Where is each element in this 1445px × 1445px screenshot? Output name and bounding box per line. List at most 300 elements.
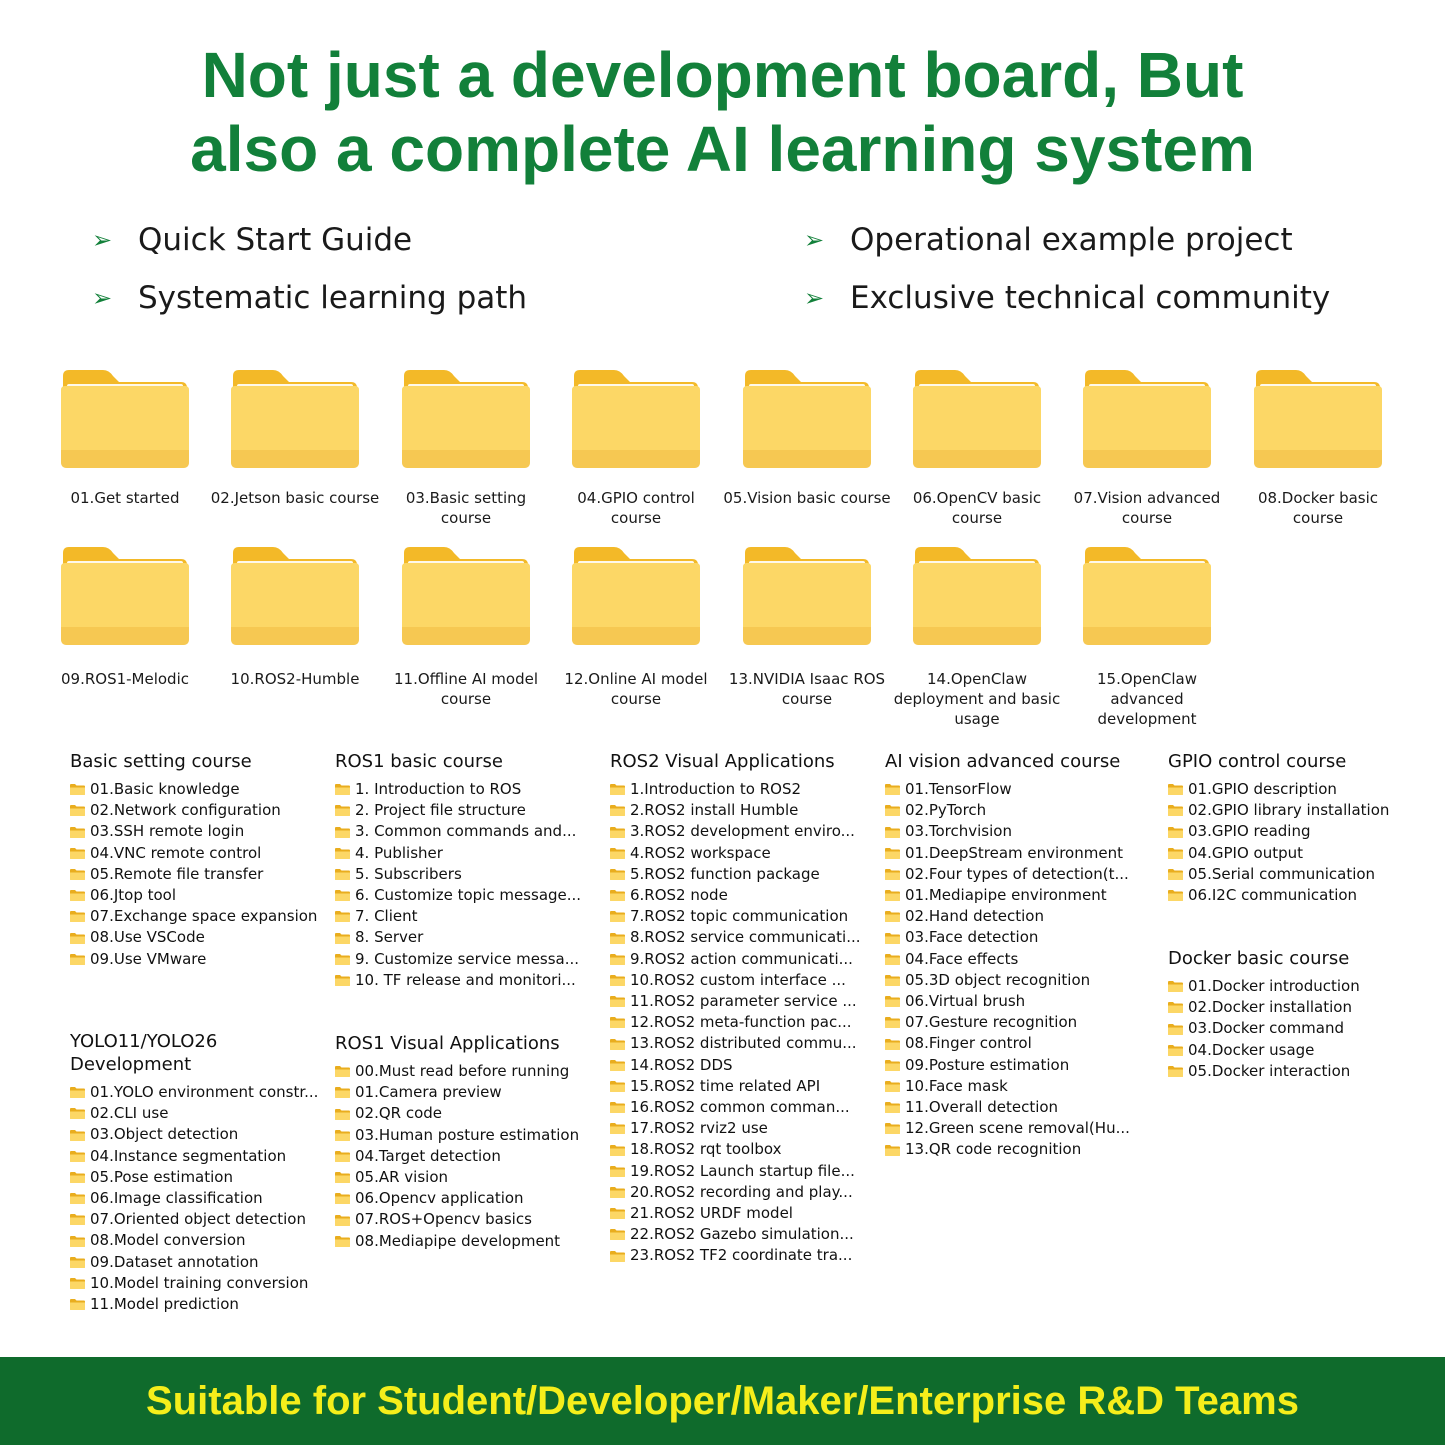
folder-icon <box>70 911 90 922</box>
list-item[interactable] <box>1168 864 1428 885</box>
folder-icon <box>70 1151 90 1162</box>
folder-icon <box>335 1236 355 1247</box>
list-item[interactable] <box>610 885 875 906</box>
list-item[interactable] <box>610 1224 875 1245</box>
folder-icon <box>70 848 90 859</box>
folder-icon <box>335 911 355 922</box>
list-item-label: 01.GPIO description <box>1188 780 1337 798</box>
list-item[interactable] <box>610 800 875 821</box>
folder-icon <box>885 975 905 986</box>
list-item[interactable] <box>885 1118 1155 1139</box>
folder-icon <box>610 1187 630 1198</box>
list-item[interactable] <box>70 885 320 906</box>
section-title: GPIO control course <box>1168 751 1347 772</box>
list-item-label: 02.PyTorch <box>905 801 987 820</box>
section-list <box>885 779 1155 1161</box>
list-item[interactable] <box>335 800 595 821</box>
folder-icon <box>610 1251 630 1262</box>
list-item[interactable] <box>335 1167 595 1188</box>
list-item-label: 01.Docker introduction <box>1188 977 1360 995</box>
folder-item[interactable] <box>210 543 380 689</box>
folder-icon <box>885 996 905 1007</box>
list-item[interactable] <box>70 779 320 800</box>
headline-line-1: Not just a development board, But <box>201 39 1244 111</box>
section-list <box>610 779 875 1267</box>
list-item-label: 00.Must read before running <box>355 1062 570 1080</box>
list-item[interactable] <box>610 1033 875 1054</box>
folder-icon <box>885 805 905 816</box>
section-title: YOLO11/YOLO26 Development <box>70 1031 218 1075</box>
list-item[interactable] <box>885 885 1155 906</box>
list-item-label: 03.GPIO reading <box>1188 822 1311 841</box>
list-item[interactable] <box>610 906 875 927</box>
feature-label: Operational example project <box>850 222 1293 258</box>
list-item[interactable] <box>70 1252 325 1273</box>
folder-icon <box>335 933 355 944</box>
folder-icon <box>1168 827 1188 838</box>
feature-label: Systematic learning path <box>138 280 528 316</box>
list-item[interactable] <box>335 885 595 906</box>
arrow-icon: ➢ <box>92 284 113 312</box>
folder-item[interactable] <box>210 366 380 508</box>
list-item-label: 3. Common commands and... <box>355 822 577 841</box>
folder-icon <box>1252 366 1384 470</box>
list-item[interactable] <box>885 927 1155 948</box>
list-item[interactable] <box>70 927 320 948</box>
list-item-label: 12.ROS2 meta-function pac... <box>630 1013 852 1032</box>
folder-icon <box>59 543 191 647</box>
folder-label: 04.GPIO control course <box>577 489 695 527</box>
folder-icon <box>70 805 90 816</box>
folder-icon <box>610 1039 630 1050</box>
list-item[interactable] <box>70 1294 325 1315</box>
folder-icon <box>1168 784 1188 795</box>
folder-icon <box>1168 1024 1188 1035</box>
folder-icon <box>885 1017 905 1028</box>
list-item-label: 06.I2C communication <box>1188 886 1358 905</box>
list-item[interactable] <box>610 949 875 970</box>
folder-icon <box>335 1130 355 1141</box>
folder-icon <box>335 869 355 880</box>
list-item-label: 01.Camera preview <box>355 1083 502 1102</box>
folder-label: 15.OpenClaw advanced development <box>1096 670 1198 728</box>
footer-banner <box>0 1357 1445 1445</box>
folder-icon <box>1168 981 1188 992</box>
list-item[interactable] <box>1168 885 1428 906</box>
list-item[interactable] <box>885 779 1155 800</box>
folder-icon <box>1081 543 1213 647</box>
list-item[interactable] <box>610 970 875 991</box>
section-list <box>70 1082 325 1315</box>
list-item[interactable] <box>885 1012 1155 1033</box>
list-item-label: 8.ROS2 service communicati... <box>630 928 861 947</box>
section-docker <box>1168 947 1428 1082</box>
folder-icon <box>610 1060 630 1071</box>
list-item-label: 9.ROS2 action communicati... <box>630 949 853 968</box>
list-item[interactable] <box>70 843 320 864</box>
folder-icon <box>885 869 905 880</box>
list-item-label: 07.Gesture recognition <box>905 1013 1078 1032</box>
list-item-label: 08.Mediapipe development <box>355 1231 561 1250</box>
list-item-label: 6.ROS2 node <box>630 886 728 905</box>
folder-icon <box>1081 366 1213 470</box>
section-list <box>1168 779 1428 906</box>
list-item[interactable] <box>70 1209 325 1230</box>
list-item[interactable] <box>335 1082 595 1103</box>
folder-icon <box>335 1066 355 1077</box>
section-yolo <box>70 1030 325 1315</box>
headline <box>0 38 1445 186</box>
list-item-label: 08.Model conversion <box>90 1231 246 1250</box>
list-item-label: 02.Docker installation <box>1188 998 1352 1017</box>
list-item[interactable] <box>70 821 320 842</box>
list-item[interactable] <box>885 1033 1155 1054</box>
list-item[interactable] <box>1168 779 1428 800</box>
folder-icon <box>885 1060 905 1071</box>
list-item[interactable] <box>885 970 1155 991</box>
folder-icon <box>70 1193 90 1204</box>
list-item-label: 08.Use VSCode <box>90 928 205 947</box>
list-item-label: 09.Use VMware <box>90 949 207 968</box>
list-item[interactable] <box>335 1209 595 1230</box>
list-item[interactable] <box>335 843 595 864</box>
list-item-label: 12.Green scene removal(Hu... <box>905 1119 1130 1138</box>
list-item-label: 22.ROS2 Gazebo simulation... <box>630 1225 854 1244</box>
list-item-label: 03.Human posture estimation <box>355 1125 580 1144</box>
folder-icon <box>70 1257 90 1268</box>
folder-icon <box>59 366 191 470</box>
list-item-label: 02.GPIO library installation <box>1188 801 1390 820</box>
folder-item[interactable] <box>1062 543 1232 729</box>
list-item[interactable] <box>885 1076 1155 1097</box>
folder-icon <box>335 1109 355 1120</box>
folder-icon <box>1168 1002 1188 1013</box>
folder-icon <box>70 890 90 901</box>
list-item[interactable] <box>610 1245 875 1266</box>
list-item[interactable] <box>885 991 1155 1012</box>
folder-icon <box>570 366 702 470</box>
list-item-label: 18.ROS2 rqt toolbox <box>630 1140 782 1159</box>
folder-icon <box>400 543 532 647</box>
list-item-label: 05.Remote file transfer <box>90 864 264 883</box>
headline-line-2: also a complete AI learning system <box>190 113 1255 185</box>
list-item[interactable] <box>335 1061 595 1082</box>
list-item-label: 09.Dataset annotation <box>90 1252 259 1271</box>
folder-icon <box>610 805 630 816</box>
list-item[interactable] <box>335 1125 595 1146</box>
list-item[interactable] <box>610 991 875 1012</box>
list-item-label: 06.Virtual brush <box>905 992 1026 1011</box>
folder-icon <box>70 784 90 795</box>
folder-icon <box>610 784 630 795</box>
list-item-label: 06.Jtop tool <box>90 886 177 905</box>
list-item-label: 04.Instance segmentation <box>90 1146 287 1165</box>
folder-icon <box>400 366 532 470</box>
list-item-label: 14.ROS2 DDS <box>630 1055 733 1074</box>
list-item-label: 5.ROS2 function package <box>630 864 820 883</box>
folder-icon <box>70 1236 90 1247</box>
folder-icon <box>885 1102 905 1113</box>
list-item[interactable] <box>885 1139 1155 1160</box>
section-gpio <box>1168 750 1428 906</box>
list-item[interactable] <box>610 864 875 885</box>
list-item[interactable] <box>1168 1061 1428 1082</box>
folder-item[interactable] <box>892 543 1062 729</box>
folder-icon <box>610 890 630 901</box>
list-item[interactable] <box>610 843 875 864</box>
list-item[interactable] <box>70 949 320 970</box>
list-item-label: 8. Server <box>355 928 424 947</box>
folder-icon <box>885 848 905 859</box>
list-item[interactable] <box>885 949 1155 970</box>
folder-icon <box>610 996 630 1007</box>
list-item[interactable] <box>1168 800 1428 821</box>
list-item[interactable] <box>610 1097 875 1118</box>
folder-icon <box>70 1299 90 1310</box>
folder-icon <box>610 1017 630 1028</box>
folder-icon <box>610 954 630 965</box>
list-item-label: 11.ROS2 parameter service ... <box>630 992 857 1011</box>
list-item-label: 13.ROS2 distributed commu... <box>630 1034 857 1053</box>
folder-item[interactable] <box>1233 366 1403 528</box>
list-item[interactable] <box>610 1139 875 1160</box>
folder-icon <box>335 1151 355 1162</box>
list-item[interactable] <box>335 970 595 991</box>
folder-label: 10.ROS2-Humble <box>230 670 360 688</box>
list-item[interactable] <box>70 1273 325 1294</box>
folder-icon <box>610 1123 630 1134</box>
folder-item[interactable] <box>1062 366 1232 528</box>
folder-icon <box>335 954 355 965</box>
list-item[interactable] <box>335 821 595 842</box>
arrow-icon: ➢ <box>804 226 825 254</box>
list-item[interactable] <box>885 864 1155 885</box>
folder-item[interactable] <box>381 543 551 709</box>
folder-label: 12.Online AI model course <box>564 670 708 708</box>
list-item[interactable] <box>885 906 1155 927</box>
section-basic-setting <box>70 750 320 970</box>
folder-icon <box>610 848 630 859</box>
folder-icon <box>1168 890 1188 901</box>
list-item[interactable] <box>885 821 1155 842</box>
folder-label: 03.Basic setting course <box>405 489 527 527</box>
section-title: ROS2 Visual Applications <box>610 751 835 772</box>
folder-icon <box>335 975 355 986</box>
folder-icon <box>610 975 630 986</box>
list-item[interactable] <box>1168 843 1428 864</box>
list-item[interactable] <box>610 1182 875 1203</box>
folder-item[interactable] <box>722 366 892 508</box>
list-item[interactable] <box>1168 976 1428 997</box>
list-item[interactable] <box>335 906 595 927</box>
list-item[interactable] <box>335 1231 595 1252</box>
list-item-label: 09.Posture estimation <box>905 1055 1070 1074</box>
list-item-label: 01.Mediapipe environment <box>905 886 1107 905</box>
folder-icon <box>335 784 355 795</box>
feature-label: Quick Start Guide <box>138 222 413 258</box>
folder-icon <box>335 1193 355 1204</box>
list-item-label: 03.Docker command <box>1188 1019 1345 1038</box>
folder-icon <box>610 911 630 922</box>
list-item-label: 10.ROS2 custom interface ... <box>630 970 846 989</box>
list-item[interactable] <box>885 1055 1155 1076</box>
list-item[interactable] <box>70 1124 325 1145</box>
list-item-label: 02.QR code <box>355 1104 443 1123</box>
list-item[interactable] <box>335 1188 595 1209</box>
folder-item[interactable] <box>722 543 892 709</box>
list-item-label: 4.ROS2 workspace <box>630 843 771 862</box>
arrow-icon: ➢ <box>92 226 113 254</box>
feature-item <box>92 280 527 316</box>
folder-icon <box>335 805 355 816</box>
list-item[interactable] <box>70 1188 325 1209</box>
folder-label: 01.Get started <box>70 489 180 507</box>
folder-icon <box>70 933 90 944</box>
list-item-label: 07.Exchange space expansion <box>90 907 318 926</box>
list-item-label: 11.Model prediction <box>90 1295 239 1314</box>
folder-label: 07.Vision advanced course <box>1073 489 1221 527</box>
list-item-label: 05.Docker interaction <box>1188 1061 1351 1080</box>
list-item[interactable] <box>610 1055 875 1076</box>
folder-icon <box>911 543 1043 647</box>
list-item-label: 2. Project file structure <box>355 801 526 820</box>
folder-icon <box>885 890 905 901</box>
section-ros2-visual <box>610 750 875 1267</box>
folder-item[interactable] <box>551 543 721 709</box>
list-item[interactable] <box>70 1146 325 1167</box>
list-item[interactable] <box>610 1203 875 1224</box>
folder-icon <box>70 1108 90 1119</box>
list-item-label: 07.ROS+Opencv basics <box>355 1210 532 1229</box>
list-item-label: 4. Publisher <box>355 843 443 862</box>
list-item-label: 02.Hand detection <box>905 907 1044 926</box>
list-item-label: 06.Opencv application <box>355 1189 524 1208</box>
folder-icon <box>610 827 630 838</box>
list-item[interactable] <box>610 1012 875 1033</box>
list-item-label: 05.Pose estimation <box>90 1167 233 1186</box>
folder-icon <box>885 954 905 965</box>
section-title: Docker basic course <box>1168 948 1350 969</box>
list-item-label: 08.Finger control <box>905 1034 1032 1053</box>
section-title: ROS1 Visual Applications <box>335 1033 560 1054</box>
folder-icon <box>885 1039 905 1050</box>
section-list <box>335 1061 595 1252</box>
list-item-label: 04.Docker usage <box>1188 1040 1315 1059</box>
folder-icon <box>70 827 90 838</box>
list-item[interactable] <box>70 1167 325 1188</box>
list-item-label: 11.Overall detection <box>905 1098 1059 1117</box>
folder-icon <box>1168 869 1188 880</box>
folder-icon <box>70 869 90 880</box>
folder-label: 11.Offline AI model course <box>394 670 538 708</box>
list-item[interactable] <box>70 1082 325 1103</box>
list-item-label: 01.YOLO environment constr... <box>90 1083 319 1101</box>
folder-icon <box>741 543 873 647</box>
folder-icon <box>885 784 905 795</box>
folder-icon <box>335 1215 355 1226</box>
list-item[interactable] <box>335 1103 595 1124</box>
list-item[interactable] <box>885 843 1155 864</box>
folder-icon <box>885 933 905 944</box>
list-item-label: 20.ROS2 recording and play... <box>630 1182 853 1201</box>
folder-label: 06.OpenCV basic course <box>912 489 1042 527</box>
folder-icon <box>911 366 1043 470</box>
list-item[interactable] <box>610 1118 875 1139</box>
list-item[interactable] <box>335 779 595 800</box>
list-item-label: 04.VNC remote control <box>90 843 262 862</box>
folder-label: 05.Vision basic course <box>723 489 891 507</box>
list-item[interactable] <box>885 800 1155 821</box>
list-item[interactable] <box>1168 997 1428 1018</box>
folder-item[interactable] <box>892 366 1062 528</box>
list-item[interactable] <box>610 927 875 948</box>
list-item-label: 02.CLI use <box>90 1104 169 1123</box>
footer-text: Suitable for Student/Developer/Maker/Enterprise R&D Teams <box>146 1378 1299 1423</box>
list-item-label: 07.Oriented object detection <box>90 1210 306 1229</box>
list-item[interactable] <box>1168 821 1428 842</box>
folder-icon <box>335 1087 355 1098</box>
list-item[interactable] <box>70 1103 325 1124</box>
folder-icon <box>70 1214 90 1225</box>
folder-icon <box>570 543 702 647</box>
folder-item[interactable] <box>551 366 721 528</box>
folder-icon <box>1168 1066 1188 1077</box>
folder-item[interactable] <box>40 543 210 689</box>
list-item-label: 17.ROS2 rviz2 use <box>630 1119 768 1138</box>
list-item[interactable] <box>335 949 595 970</box>
folder-icon <box>70 954 90 965</box>
list-item[interactable] <box>335 864 595 885</box>
list-item-label: 03.Object detection <box>90 1125 239 1144</box>
list-item-label: 3.ROS2 development enviro... <box>630 822 855 841</box>
list-item-label: 02.Network configuration <box>90 801 281 820</box>
list-item-label: 10.Model training conversion <box>90 1273 309 1292</box>
list-item-label: 03.Face detection <box>905 928 1039 947</box>
folder-label: 14.OpenClaw deployment and basic usage <box>893 670 1061 728</box>
list-item[interactable] <box>70 800 320 821</box>
list-item[interactable] <box>610 1076 875 1097</box>
list-item-label: 01.Basic knowledge <box>90 780 240 798</box>
list-item[interactable] <box>885 1097 1155 1118</box>
list-item-label: 1.Introduction to ROS2 <box>630 780 802 798</box>
list-item-label: 15.ROS2 time related API <box>630 1076 821 1095</box>
list-item-label: 10.Face mask <box>905 1076 1008 1095</box>
folder-item[interactable] <box>381 366 551 528</box>
list-item[interactable] <box>610 1161 875 1182</box>
list-item-label: 23.ROS2 TF2 coordinate tra... <box>630 1246 853 1265</box>
list-item[interactable] <box>335 927 595 948</box>
feature-item <box>804 222 1293 258</box>
list-item-label: 04.Face effects <box>905 949 1019 968</box>
list-item-label: 21.ROS2 URDF model <box>630 1204 793 1223</box>
list-item[interactable] <box>610 779 875 800</box>
folder-icon <box>70 1130 90 1141</box>
list-item[interactable] <box>1168 1018 1428 1039</box>
list-item[interactable] <box>610 821 875 842</box>
list-item-label: 04.Target detection <box>355 1146 501 1165</box>
list-item[interactable] <box>335 1146 595 1167</box>
folder-item[interactable] <box>40 366 210 508</box>
folder-icon <box>610 933 630 944</box>
folder-icon <box>1168 1045 1188 1056</box>
list-item[interactable] <box>70 864 320 885</box>
feature-label: Exclusive technical community <box>850 280 1331 316</box>
folder-icon <box>335 827 355 838</box>
list-item[interactable] <box>70 1230 325 1251</box>
list-item[interactable] <box>70 906 320 927</box>
list-item[interactable] <box>1168 1040 1428 1061</box>
folder-icon <box>335 848 355 859</box>
